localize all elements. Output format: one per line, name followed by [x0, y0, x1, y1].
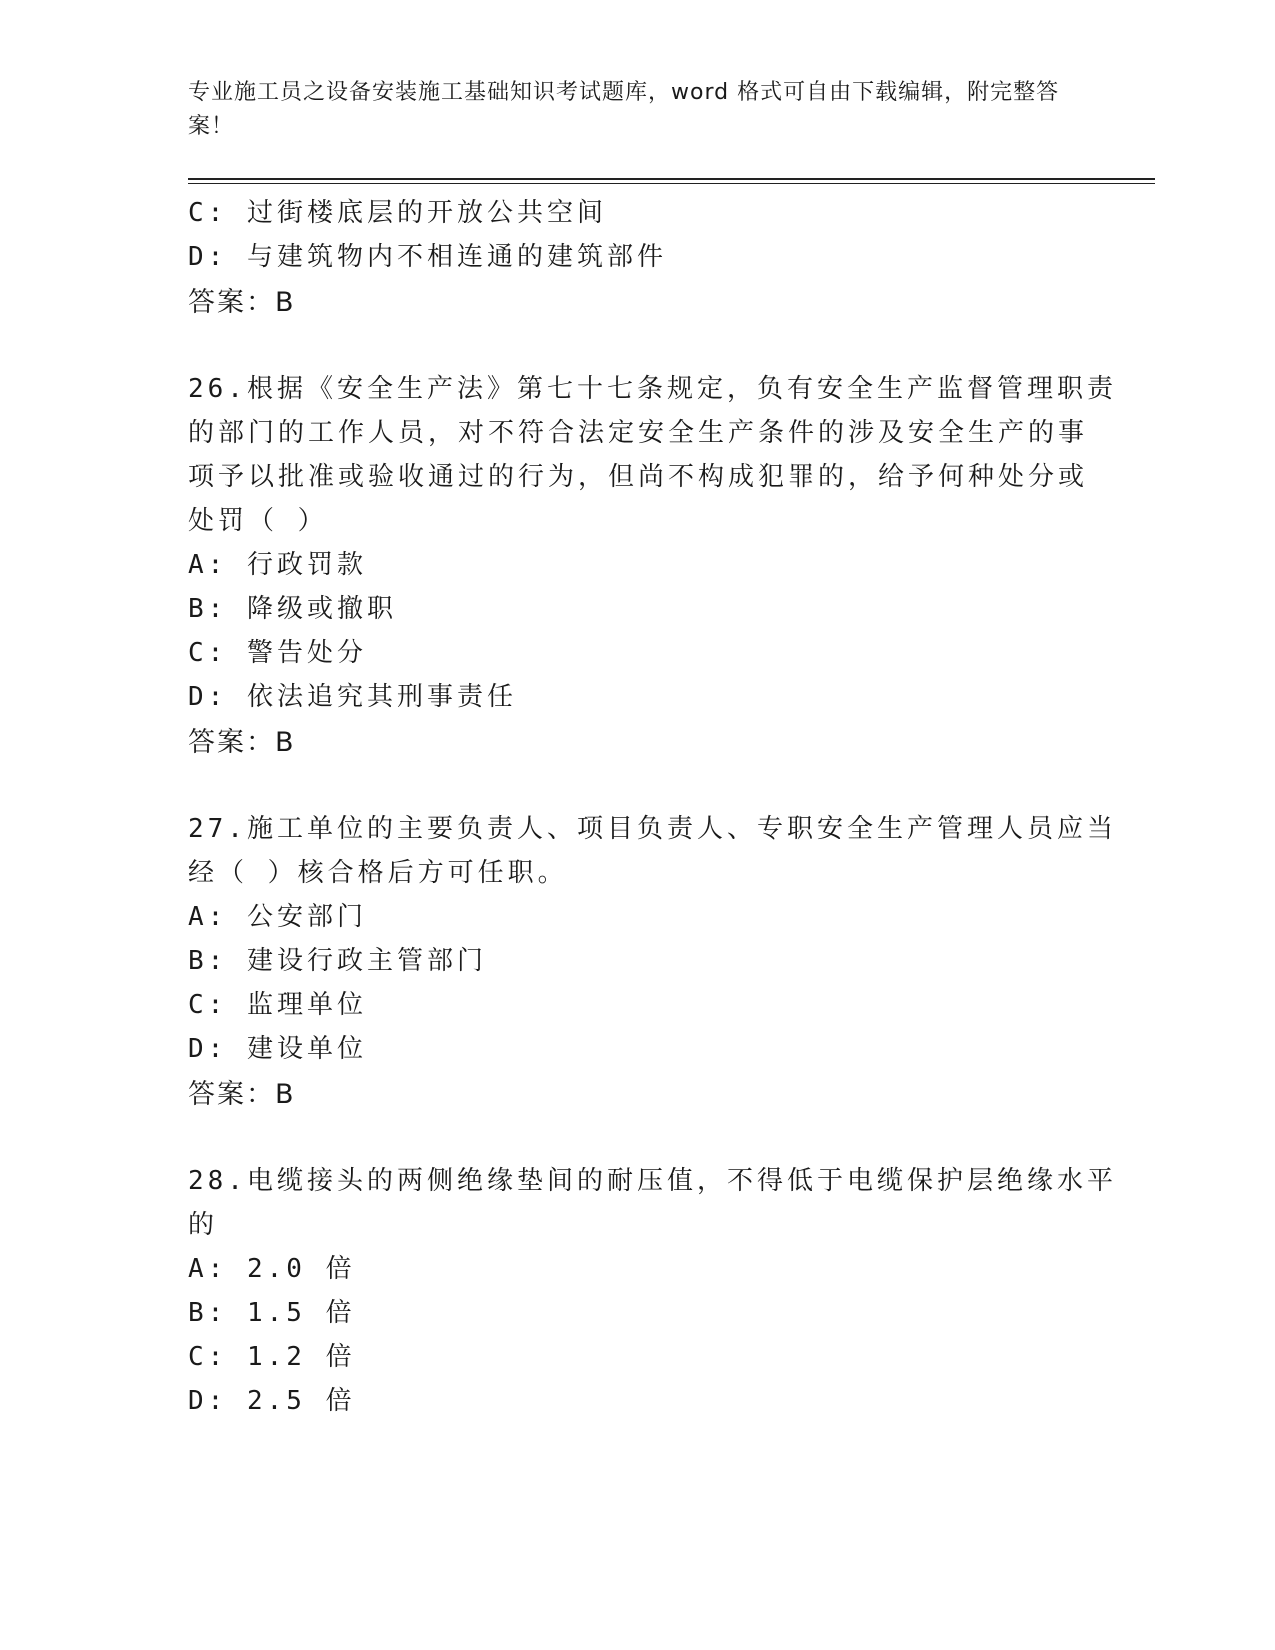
q27-answer: 答案：B [188, 1079, 296, 1110]
q27-option-b: B: 建设行政主管部门 [188, 946, 487, 976]
q28-stem-line-2: 的 [188, 1210, 219, 1240]
q26-option-b: B: 降级或撤职 [188, 594, 397, 624]
q26-stem-line-2: 的部门的工作人员，对不符合法定安全生产条件的涉及安全生产的事 [188, 418, 1089, 448]
q26-answer: 答案：B [188, 727, 296, 758]
q27-option-d: D: 建设单位 [188, 1034, 367, 1064]
q28-option-d: D: 2.5 倍 [188, 1386, 356, 1416]
header-divider-thin [188, 183, 1155, 184]
q26-stem-line-4: 处罚（ ） [188, 506, 328, 536]
document-header: 专业施工员之设备安装施工基础知识考试题库，word 格式可自由下载编辑，附完整答案！ [188, 80, 1060, 139]
q28-option-c: C: 1.2 倍 [188, 1342, 356, 1372]
q27-stem-line-1: 27.施工单位的主要负责人、项目负责人、专职安全生产管理人员应当 [188, 814, 1117, 844]
q26-stem-line-3: 项予以批准或验收通过的行为，但尚不构成犯罪的，给予何种处分或 [188, 462, 1089, 492]
q28-stem-line-1: 28.电缆接头的两侧绝缘垫间的耐压值，不得低于电缆保护层绝缘水平 [188, 1166, 1117, 1196]
header-divider-thick [188, 178, 1155, 180]
q26-option-c: C: 警告处分 [188, 638, 367, 668]
q26-stem-line-1: 26.根据《安全生产法》第七十七条规定，负有安全生产监督管理职责 [188, 374, 1117, 404]
q28-option-a: A: 2.0 倍 [188, 1254, 356, 1284]
q26-option-a: A: 行政罚款 [188, 550, 367, 580]
prev-option-c: C: 过街楼底层的开放公共空间 [188, 198, 607, 228]
prev-answer: 答案：B [188, 287, 296, 318]
q27-option-a: A: 公安部门 [188, 902, 367, 932]
q26-option-d: D: 依法追究其刑事责任 [188, 682, 517, 712]
q27-option-c: C: 监理单位 [188, 990, 367, 1020]
q28-option-b: B: 1.5 倍 [188, 1298, 356, 1328]
prev-option-d: D: 与建筑物内不相连通的建筑部件 [188, 242, 667, 272]
q27-stem-line-2: 经（ ）核合格后方可任职。 [188, 858, 568, 888]
